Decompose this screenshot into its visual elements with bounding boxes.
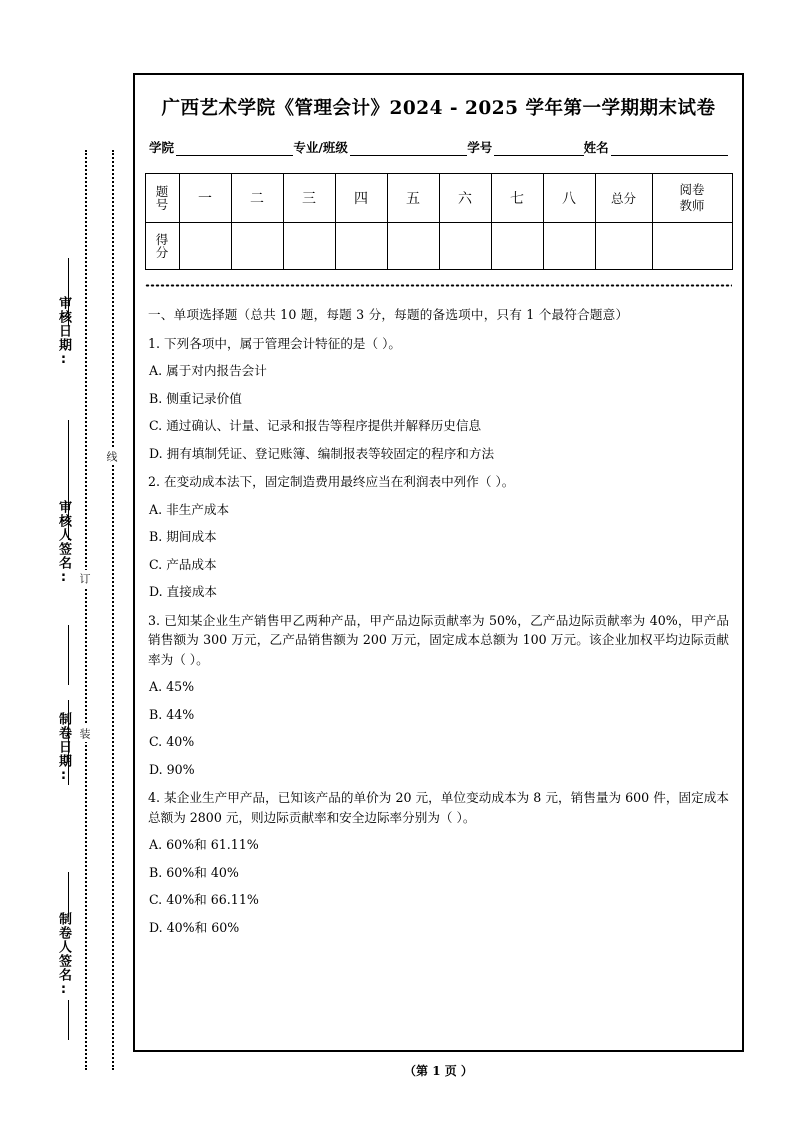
col-header-1: 一: [179, 174, 231, 223]
question-stem-3: 3. 已知某企业生产销售甲乙两种产品，甲产品边际贡献率为 50%，乙产品边际贡献率为 40%，甲产品销售额为 300 万元，乙产品销售额为 200 万元，固定成本总额为 100 万元。该企业加权平均边际贡献率为（ ）。: [148, 612, 729, 667]
score-cell-8[interactable]: [543, 223, 595, 270]
name-field[interactable]: [611, 142, 728, 156]
binding-margin: [0, 0, 133, 1122]
margin-rule-segment: [68, 872, 69, 917]
col-header-7: 七: [491, 174, 543, 223]
table-row-header: [145, 174, 732, 223]
table-row-score: [145, 223, 732, 270]
question-4-option-c[interactable]: C. 40%和 66.11%: [149, 892, 259, 908]
college-label: 学院: [149, 140, 175, 155]
section-heading-1: 一、单项选择题（总共 10 题，每题 3 分，每题的备选项中，只有 1 个最符合题意）: [148, 307, 629, 322]
score-cell-3[interactable]: [283, 223, 335, 270]
score-cell-4[interactable]: [335, 223, 387, 270]
question-2-option-a[interactable]: A. 非生产成本: [149, 501, 230, 517]
col-header-6: 六: [439, 174, 491, 223]
score-table: [145, 173, 733, 270]
margin-rule-segment: [68, 1000, 69, 1040]
question-2-option-d[interactable]: D. 直接成本: [149, 584, 218, 600]
page-title: 广西艺术学院《管理会计》2024 - 2025 学年第一学期期末试卷: [161, 98, 716, 119]
question-4-option-b[interactable]: B. 60%和 40%: [149, 864, 239, 880]
seal-dotted-line-inner: [85, 150, 87, 1070]
major-class-field[interactable]: [350, 142, 467, 156]
page-footer: （第 1 页 ）: [404, 1064, 473, 1078]
compile-date-label: 制卷日期:: [56, 712, 71, 784]
question-1-option-b[interactable]: B. 侧重记录价值: [149, 390, 242, 406]
question-stem-1: 1. 下列各项中，属于管理会计特征的是（ ）。: [148, 335, 402, 351]
reviewer-signature-label: 审核人签名:: [56, 500, 71, 586]
major-class-label: 专业/班级: [293, 140, 348, 155]
student-id-field[interactable]: [494, 142, 583, 156]
col-header-2: 二: [231, 174, 283, 223]
col-header-8: 八: [543, 174, 595, 223]
question-4-option-d[interactable]: D. 40%和 60%: [149, 919, 240, 935]
score-cell-7[interactable]: [491, 223, 543, 270]
college-field[interactable]: [176, 142, 293, 156]
margin-rule-segment: [68, 625, 69, 685]
score-cell-2[interactable]: [231, 223, 283, 270]
score-cell-5[interactable]: [387, 223, 439, 270]
question-1-option-c[interactable]: C. 通过确认、计量、记录和报告等程序提供并解释历史信息: [149, 418, 482, 434]
question-3-option-b[interactable]: B. 44%: [149, 706, 195, 722]
col-header-3: 三: [283, 174, 335, 223]
question-stem-4: 4. 某企业生产甲产品，已知该产品的单价为 20 元，单位变动成本为 8 元，销售量为 600 件，固定成本总额为 2800 元，则边际贡献率和安全边际率分别为（ ）。: [148, 790, 729, 825]
compiler-signature-label: 制卷人签名:: [56, 912, 71, 998]
exam-paper-box: [133, 73, 744, 1052]
question-number-label: 题 号: [145, 174, 179, 223]
seal-dotted-line-outer: [112, 150, 114, 1070]
question-4-option-a[interactable]: A. 60%和 61.11%: [149, 837, 259, 853]
student-info-line: [149, 138, 728, 156]
name-label: 姓名: [583, 140, 609, 155]
col-header-total: 总分: [595, 174, 652, 223]
question-3-option-d[interactable]: D. 90%: [149, 761, 195, 777]
question-3-option-a[interactable]: A. 45%: [149, 679, 195, 695]
question-1-option-a[interactable]: A. 属于对内报告会计: [149, 363, 267, 379]
col-header-5: 五: [387, 174, 439, 223]
question-2-option-b[interactable]: B. 期间成本: [149, 529, 217, 545]
col-header-teacher: 阅卷 教师: [652, 174, 732, 223]
question-3-option-c[interactable]: C. 40%: [149, 734, 195, 750]
score-label: 得 分: [145, 223, 179, 270]
question-stem-2: 2. 在变动成本法下，固定制造费用最终应当在利润表中列作（ ）。: [148, 474, 515, 490]
score-cell-teacher[interactable]: [652, 223, 732, 270]
exam-content: [135, 287, 742, 937]
score-cell-1[interactable]: [179, 223, 231, 270]
question-1-option-d[interactable]: D. 拥有填制凭证、登记账簿、编制报表等较固定的程序和方法: [149, 445, 495, 461]
seal-char-pack: 装: [79, 725, 90, 742]
score-cell-6[interactable]: [439, 223, 491, 270]
question-2-option-c[interactable]: C. 产品成本: [149, 556, 217, 572]
student-id-label: 学号: [467, 140, 493, 155]
seal-char-bind: 订: [79, 570, 90, 587]
score-cell-total[interactable]: [595, 223, 652, 270]
review-date-label: 审核日期:: [56, 296, 71, 368]
col-header-4: 四: [335, 174, 387, 223]
seal-char-line: 线: [106, 448, 117, 465]
